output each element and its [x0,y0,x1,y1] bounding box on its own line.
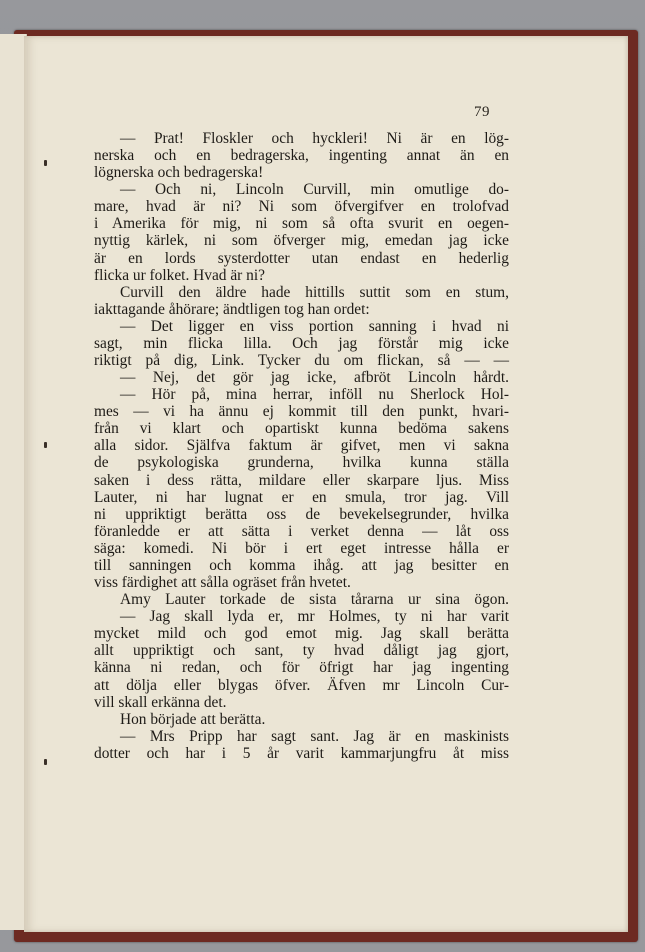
text-line: föranledde er att sätta i verket denna — låt oss [94,522,509,540]
margin-mark [44,759,47,765]
text-line: från vi klart och opartiskt kunna bedöma sakens [94,420,509,438]
text-line: till sanningen och komma ihåg. att jag besitter en [94,556,509,574]
left-page-edge [0,34,27,930]
text-line: vill skall erkänna det. [94,693,227,711]
text-line: Lauter, ni har lugnat er en smula, tror jag. Vill [94,488,509,506]
text-line: alla sidor. Själfva faktum är gifvet, men vi sakna [94,437,509,455]
margin-mark [44,442,47,448]
text-line: de psykologiska grunderna, hvilka kunna ställa [94,454,509,472]
text-line: — Mrs Pripp har sagt sant. Jag är en maskinists [120,727,509,745]
text-line: dotter och har i 5 år varit kammarjungfru åt miss [94,744,509,762]
text-line: Amy Lauter torkade de sista tårarna ur sina ögon. [120,591,509,609]
text-line: — Nej, det gör jag icke, afbröt Lincoln hårdt. [120,369,509,387]
text-line: mycket mild och god emot mig. Jag skall berätta [94,625,509,643]
text-line: mes — vi ha ännu ej kommit till den punkt, hvari- [94,403,509,421]
text-line: — Det ligger en viss portion sanning i hvad ni [120,317,509,335]
body-text [94,130,509,762]
text-line: mare, hvad är ni? Ni som öfvergifver en trolofvad [94,198,509,216]
text-line: säga: komedi. Ni bör i ert eget intresse hålla er [94,539,509,557]
text-line: Hon började att berätta. [120,710,266,728]
text-line: att dölja eller blygas öfver. Äfven mr Lincoln Cur- [94,676,509,694]
text-line: sagt, min flicka lilla. Och jag förstår mig icke [94,334,509,352]
text-line: ni uppriktigt berätta oss de bevekelsegrunder, hvilka [94,505,509,523]
text-line: allt uppriktigt och sant, ty hvad dåligt jag gjort, [94,642,509,660]
text-line: nyttig kärlek, ni som öfverger mig, emedan jag icke [94,232,509,250]
page-number: 79 [474,104,490,120]
text-line: lögnerska och bedragerska! [94,164,264,182]
text-line: — Och ni, Lincoln Curvill, min omutlige do- [120,181,509,199]
text-line: känna ni redan, och för öfrigt har jag ingenting [94,659,509,677]
text-line: viss färdighet att sålla ogräset från hvetet. [94,574,351,592]
margin-mark [44,160,47,166]
text-line: flicka ur folket. Hvad är ni? [94,266,265,284]
text-line: saken i dess rätta, mildare eller skarpare ljus. Miss [94,471,509,489]
text-line: i Amerika för mig, ni som så ofta svurit en oegen- [94,215,509,233]
text-line: är en lords systerdotter utan endast en hederlig [94,249,509,267]
text-line: nerska och en bedragerska, ingenting annat än en [94,147,509,165]
text-line: — Prat! Floskler och hyckleri! Ni är en lög- [120,130,509,147]
text-line: iakttagande åhörare; ändtligen tog han ordet: [94,300,370,318]
text-line: — Hör på, mina herrar, inföll nu Sherlock Hol- [120,386,509,404]
text-line: riktigt på dig, Link. Tycker du om flickan, så — — [94,352,509,370]
text-line: — Jag skall lyda er, mr Holmes, ty ni har varit [120,608,509,626]
text-line: Curvill den äldre hade hittills suttit som en stum, [120,283,509,301]
